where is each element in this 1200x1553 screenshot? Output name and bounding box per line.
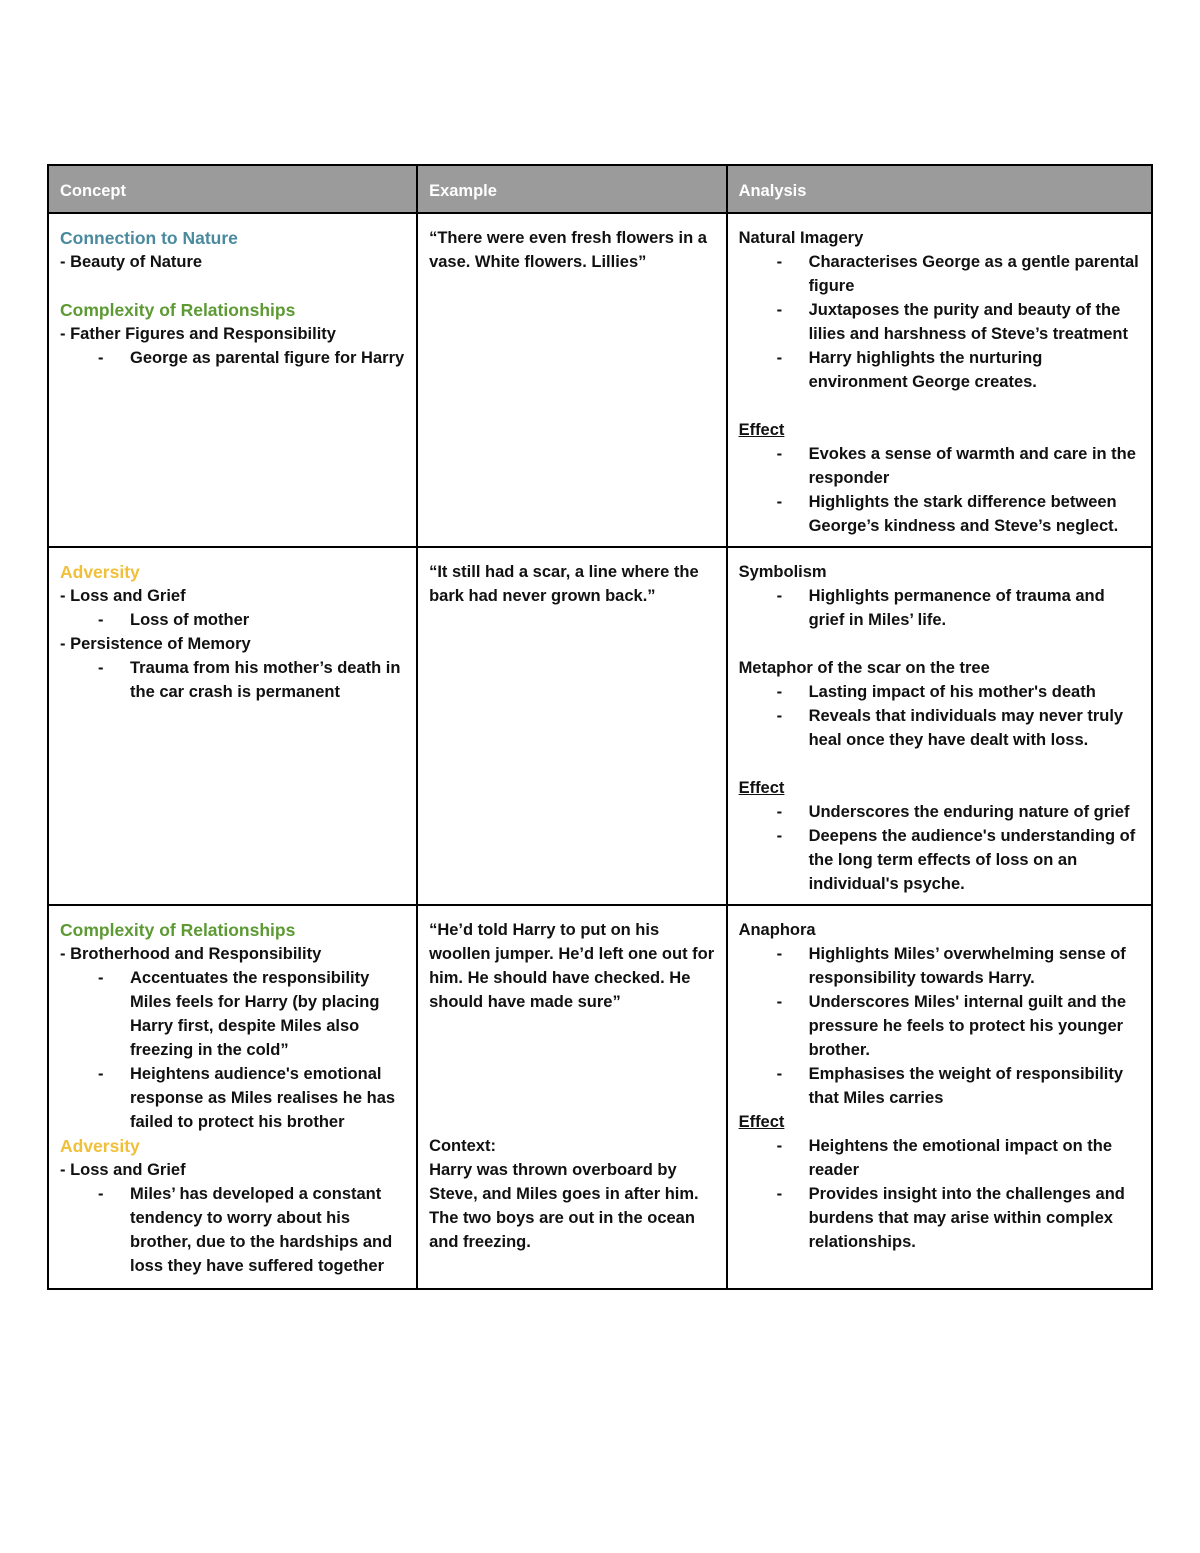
analysis-heading: Anaphora [738,921,816,939]
example-quote: “It still had a scar, a line where the bark had never grown back.” [429,563,699,605]
bullet-item: - Trauma from his mother’s death in the car crash is permanent [98,659,401,701]
analysis-heading: Metaphor of the scar on the tree [738,659,990,677]
bullet-item: - Characterises George as a gentle parental figure [776,253,1139,295]
bullet-item: - Provides insight into the challenges and burdens that may arise within complex relationships. [776,1185,1125,1251]
concept-heading: Adversity [60,562,140,582]
bullet-item: - Lasting impact of his mother's death [776,683,1096,701]
bullet-item: - Reveals that individuals may never truly heal once they have dealt with loss. [776,707,1124,749]
concept-heading: Adversity [60,1136,140,1156]
effect-heading: Effect [738,779,785,797]
concept-cell [48,905,417,1289]
bullet-item: - Juxtaposes the purity and beauty of the lilies and harshness of Steve’s treatment [776,301,1128,343]
analysis-cell [727,547,1152,905]
header-example: Example [417,165,727,213]
concept-heading: Connection to Nature [60,228,238,248]
bullet-item: - Highlights permanence of trauma and grief in Miles’ life. [776,587,1105,629]
header-row [48,165,1152,213]
example-cell [417,905,727,1289]
context-label: Context: [429,1137,496,1155]
header-analysis: Analysis [727,165,1152,213]
concept-line: - Brotherhood and Responsibility [60,945,322,963]
bullet-item: - Highlights Miles’ overwhelming sense of responsibility towards Harry. [776,945,1126,987]
concept-line: - Father Figures and Responsibility [60,325,336,343]
analysis-heading: Natural Imagery [738,229,864,247]
concept-line: - Loss and Grief [60,1161,186,1179]
bullet-item: - Underscores Miles' internal guilt and the pressure he feels to protect his younger brother. [776,993,1127,1059]
bullet-item: - Harry highlights the nurturing environment George creates. [776,349,1043,391]
bullet-item: - Deepens the audience's understanding of the long term effects of loss on an individual's psyche. [776,827,1136,893]
table-row [48,905,1152,1289]
bullet-item: - Underscores the enduring nature of grief [776,803,1130,821]
bullet-item: - Emphasises the weight of responsibility that Miles carries [776,1065,1124,1107]
concept-line: - Persistence of Memory [60,635,251,653]
effect-heading: Effect [738,421,785,439]
bullet-item: - Miles’ has developed a constant tendency to worry about his brother, due to the hardships and loss they have suffered together [98,1185,393,1275]
bullet-item: - Heightens the emotional impact on the reader [776,1137,1113,1179]
concept-cell [48,213,417,547]
bullet-item: - Accentuates the responsibility Miles feels for Harry (by placing Harry first, despite Miles also freezing in the cold” [98,969,380,1059]
example-cell [417,213,727,547]
context-text: Harry was thrown overboard by Steve, and Miles goes in after him. The two boys are out in the ocean and freezing. [429,1161,699,1251]
concept-line: - Beauty of Nature [60,253,203,271]
bullet-item: - George as parental figure for Harry [98,349,405,367]
bullet-item: - Highlights the stark difference between George’s kindness and Steve’s neglect. [776,493,1119,535]
analysis-heading: Symbolism [738,563,827,581]
example-quote: “There were even fresh flowers in a vase. White flowers. Lillies” [429,229,707,271]
example-quote: “He’d told Harry to put on his woollen jumper. He’d left one out for him. He should have checked. He should have made sure” [429,921,715,1011]
concept-heading: Complexity of Relationships [60,300,296,320]
bullet-item: - Evokes a sense of warmth and care in the responder [776,445,1136,487]
analysis-cell [727,905,1152,1289]
example-cell [417,547,727,905]
table-row [48,213,1152,547]
concept-heading: Complexity of Relationships [60,920,296,940]
bullet-item: - Loss of mother [98,611,250,629]
analysis-table [47,164,1153,1290]
bullet-item: - Heightens audience's emotional response as Miles realises he has failed to protect his brother [98,1065,396,1131]
header-concept: Concept [48,165,417,213]
concept-cell [48,547,417,905]
concept-line: - Loss and Grief [60,587,186,605]
effect-heading: Effect [738,1113,785,1131]
table-row [48,547,1152,905]
analysis-cell [727,213,1152,547]
